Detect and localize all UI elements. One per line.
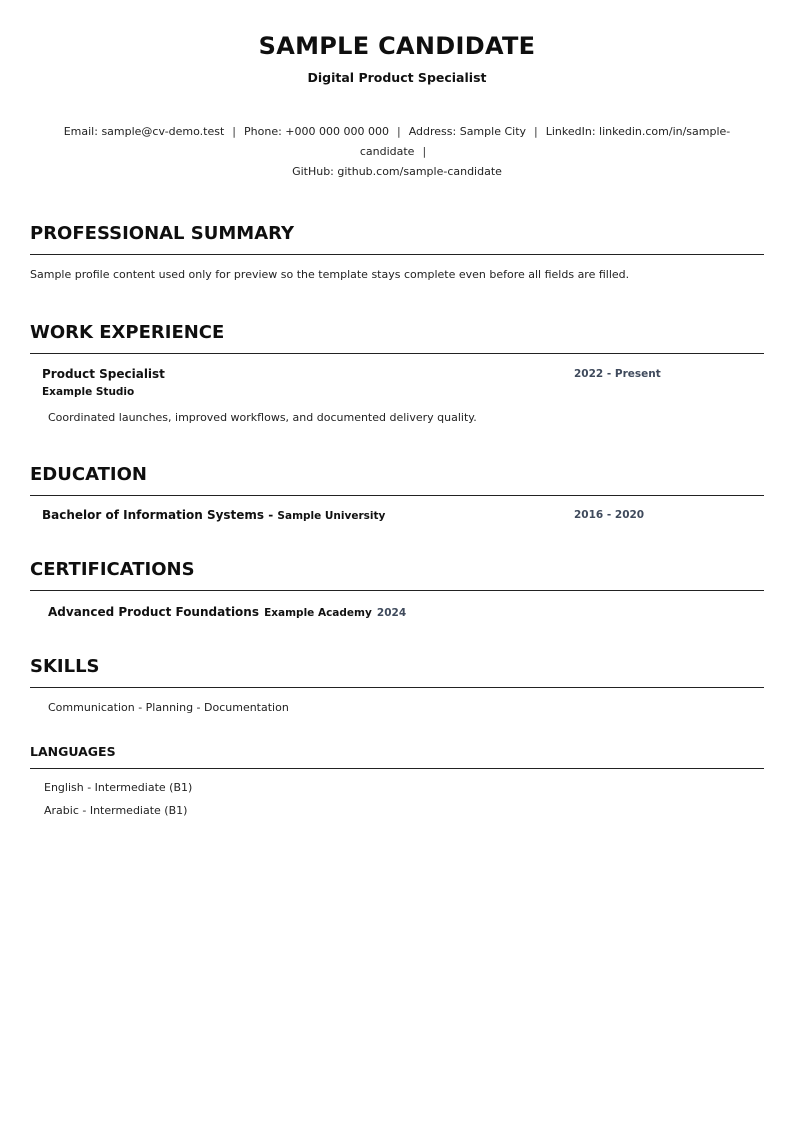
contact-address: Address: Sample City xyxy=(408,125,527,138)
education-dates: 2016 - 2020 xyxy=(574,509,645,521)
language-item: English - Intermediate (B1) xyxy=(44,781,193,794)
job-title: Product Specialist xyxy=(42,367,165,381)
certifications-heading: CERTIFICATIONS xyxy=(30,559,764,591)
education-dash: - xyxy=(264,508,278,522)
work-entry xyxy=(30,366,764,426)
candidate-role: Digital Product Specialist xyxy=(307,70,487,85)
job-description: Coordinated launches, improved workflows, and documented delivery quality. xyxy=(48,411,477,424)
contact-info xyxy=(47,122,747,182)
contact-separator: | xyxy=(396,125,401,138)
contact-email[interactable]: Email: sample@cv-demo.test xyxy=(63,125,225,138)
contact-separator: | xyxy=(422,145,427,158)
skills-list: Communication - Planning - Documentation xyxy=(48,701,289,714)
certification-name: Advanced Product Foundations xyxy=(48,605,259,619)
contact-separator: | xyxy=(232,125,237,138)
certification-entry xyxy=(30,603,764,621)
contact-separator: | xyxy=(534,125,538,138)
education-heading: EDUCATION xyxy=(30,464,764,496)
candidate-name: SAMPLE CANDIDATE xyxy=(258,32,536,60)
education-entry xyxy=(30,507,764,524)
work-heading: WORK EXPERIENCE xyxy=(30,322,764,354)
summary-text: Sample profile content used only for preview so the template stays complete even before all fields are filled. xyxy=(30,268,630,281)
education-degree: Bachelor of Information Systems xyxy=(42,508,265,522)
job-dates: 2022 - Present xyxy=(574,368,661,380)
contact-phone[interactable]: Phone: +000 000 000 000 xyxy=(244,125,389,138)
summary-heading: PROFESSIONAL SUMMARY xyxy=(30,223,764,255)
languages-heading: LANGUAGES xyxy=(30,744,764,769)
languages-list xyxy=(30,780,764,819)
contact-linkedin[interactable]: LinkedIn: linkedin.com/in/sample-candidate xyxy=(359,125,731,158)
contact-github[interactable]: GitHub: github.com/sample-candidate xyxy=(292,165,502,178)
certification-year: 2024 xyxy=(376,607,407,619)
language-item: Arabic - Intermediate (B1) xyxy=(44,804,188,817)
certification-org: Example Academy xyxy=(264,607,372,619)
education-school: Sample University xyxy=(277,510,386,522)
job-company: Example Studio xyxy=(42,386,135,398)
skills-heading: SKILLS xyxy=(30,656,764,688)
education-line xyxy=(42,507,764,524)
